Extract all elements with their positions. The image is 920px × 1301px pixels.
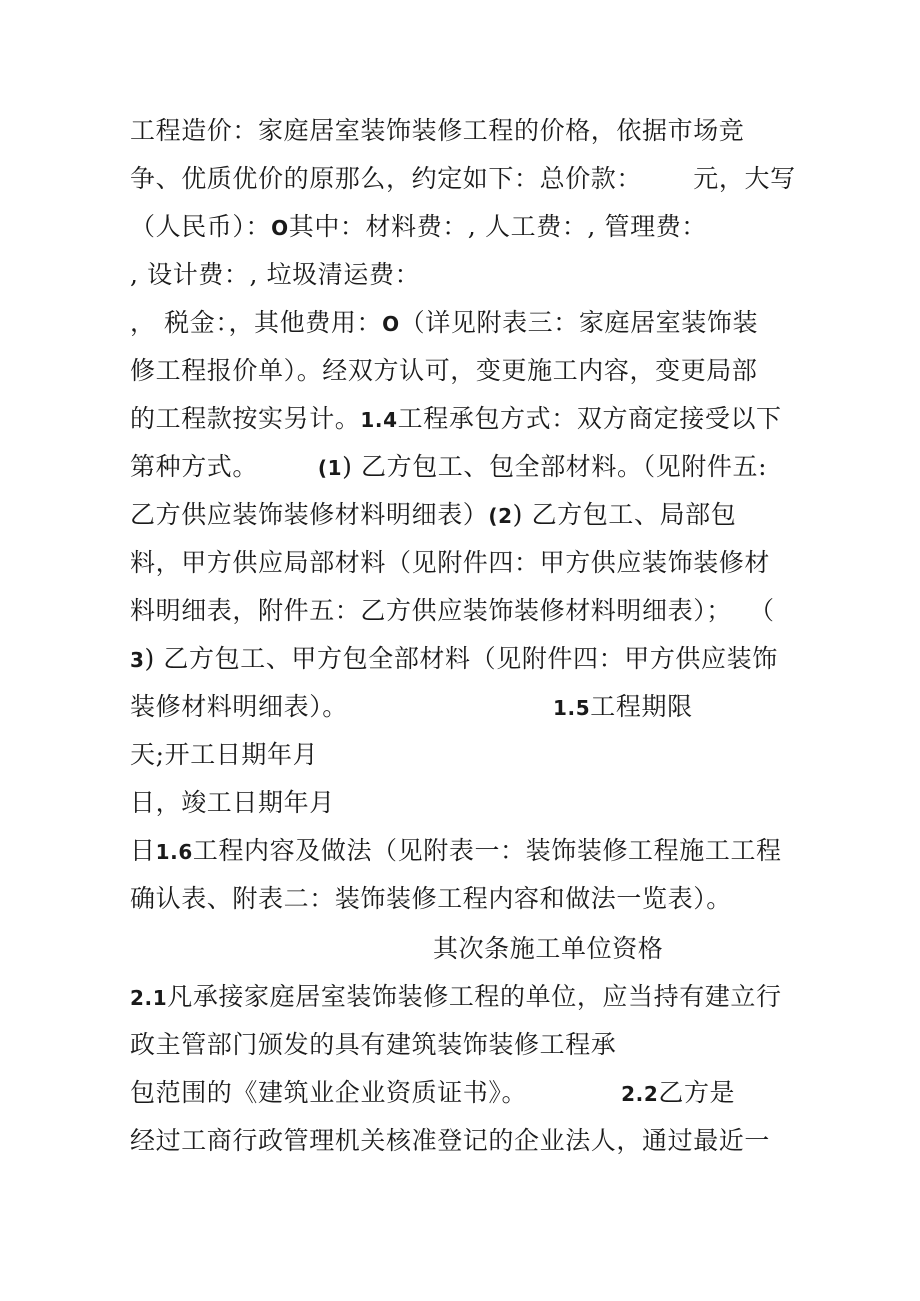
paragraph-line: 的工程款按实另计。1.4工程承包方式：双方商定接受以下 — [130, 404, 782, 433]
section-heading: 其次条施工单位资格 — [433, 934, 664, 963]
paragraph-line: , 设计费：, 垃圾清运费： — [130, 260, 421, 289]
paragraph-line: 工程造价：家庭居室装饰装修工程的价格，依据市场竞 — [130, 116, 745, 145]
paragraph-line: 日，竣工日期年月 — [130, 788, 335, 817]
paragraph-line: 包范围的《建筑业企业资质证书》。 2.2乙方是 — [130, 1078, 736, 1107]
paragraph-line: ， 税金：，其他费用：O（详见附表三：家庭居室装饰装 — [130, 308, 759, 337]
paragraph-line: 乙方供应装饰装修材料明细表）(2) 乙方包工、局部包 — [130, 500, 737, 529]
paragraph-line: 修工程报价单）。经双方认可，变更施工内容，变更局部 — [130, 356, 758, 385]
paragraph-line: 政主管部门颁发的具有建筑装饰装修工程承 — [130, 1030, 617, 1059]
paragraph-line: 天;开工日期年月 — [130, 740, 319, 769]
paragraph-line: 经过工商行政管理机关核准登记的企业法人，通过最近一 — [130, 1126, 771, 1155]
paragraph-line: 确认表、附表二：装饰装修工程内容和做法一览表）。 — [130, 884, 732, 913]
paragraph-line: 第种方式。 (1) 乙方包工、包全部材料。（见附件五: — [130, 452, 768, 481]
paragraph-line: 装修材料明细表）。 1.5工程期限 — [130, 692, 693, 721]
paragraph-line: 料明细表，附件五：乙方供应装饰装修材料明细表）； （ — [130, 596, 775, 625]
paragraph-line: 3) 乙方包工、甲方包全部材料（见附件四：甲方供应装饰 — [130, 644, 778, 673]
paragraph-line: （人民币）：O其中：材料费：, 人工费：, 管理费： — [130, 212, 707, 241]
paragraph-line: 料，甲方供应局部材料（见附件四：甲方供应装饰装修材 — [130, 548, 771, 577]
paragraph-line: 争、优质优价的原那么，约定如下：总价款： 元，大写 — [130, 164, 796, 193]
paragraph-line: 2.1凡承接家庭居室装饰装修工程的单位，应当持有建立行 — [130, 982, 782, 1011]
paragraph-line: 日1.6工程内容及做法（见附表一：装饰装修工程施工工程 — [130, 836, 782, 865]
